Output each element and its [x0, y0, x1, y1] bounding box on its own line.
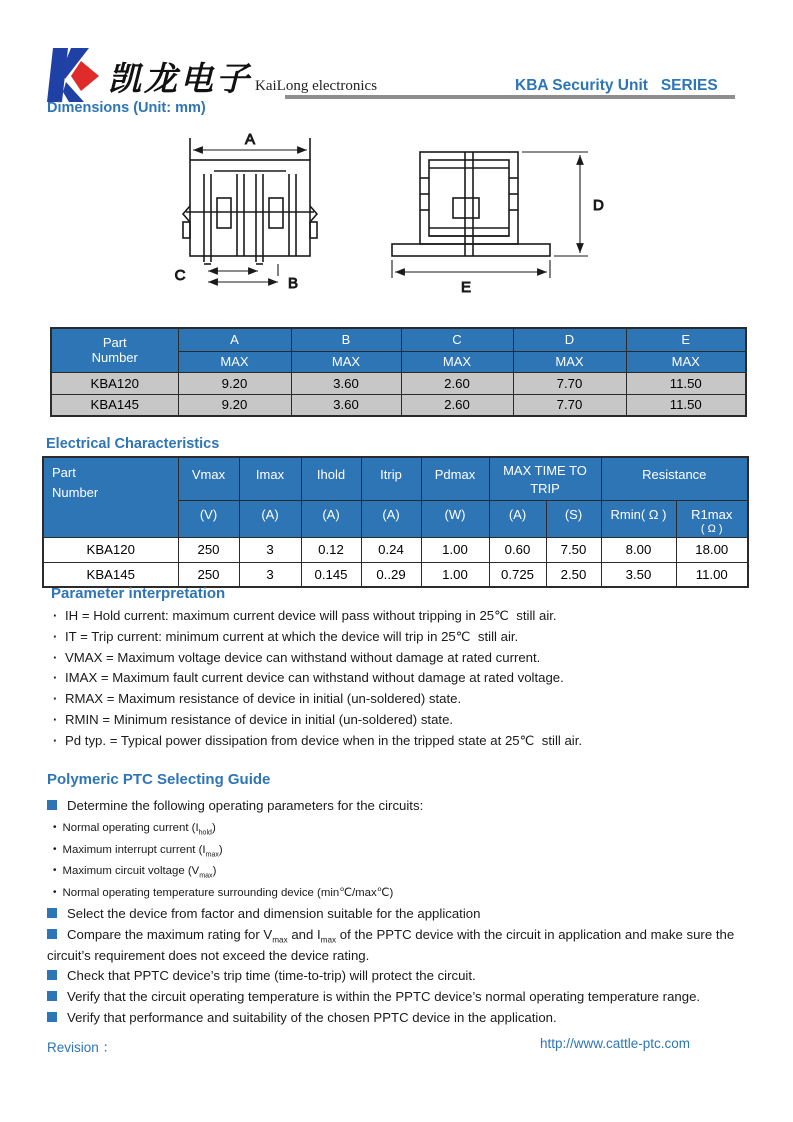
- bullet-icon: [47, 970, 57, 980]
- bullet-icon: [47, 929, 57, 939]
- r1max-line1: R1max: [691, 506, 733, 522]
- parameter-text: IMAX = Maximum fault current device can withstand without damage at rated voltage.: [65, 670, 564, 686]
- bullet-icon: [53, 839, 57, 861]
- table-cell: KBA145: [43, 562, 178, 587]
- table-row: [43, 537, 748, 562]
- guide-text: Maximum interrupt current $(I_{max})$: [62, 843, 223, 858]
- series-title: KBA Security Unit SERIES: [515, 77, 718, 94]
- dim-subheader-max: MAX: [291, 351, 401, 372]
- elec-col-header-vmax: Vmax: [178, 457, 239, 500]
- max-time-line2: TRIP: [530, 481, 560, 496]
- elec-unit-a: (A): [361, 500, 421, 537]
- guide-text: Normal operating current $(I_{hold})$: [62, 821, 216, 837]
- dim-part-header-line2: Number: [91, 350, 138, 366]
- elec-unit-rmin: Rmin( Ω ): [601, 500, 676, 537]
- bullet-icon: [47, 908, 57, 918]
- guide-heading: Polymeric PTC Selecting Guide: [47, 771, 271, 788]
- elec-unit-w: (W): [421, 500, 489, 537]
- table-cell: KBA145: [51, 394, 178, 416]
- guide-text: Maximum circuit voltage $(V_{max})$: [62, 865, 217, 880]
- bullet-icon: [47, 800, 57, 810]
- dim-subheader-max: MAX: [513, 351, 626, 372]
- kailong-logo-icon: [44, 46, 102, 104]
- guide-text: Verify that performance and suitability of the chosen PPTC device in the application.: [67, 1009, 557, 1025]
- table-row: [43, 562, 748, 587]
- parameter-item: [53, 627, 753, 648]
- table-cell: KBA120: [51, 372, 178, 394]
- parameter-text: RMAX = Maximum resistance of device in initial (un-soldered) state.: [65, 691, 462, 707]
- dim-col-header-b: B: [291, 328, 401, 351]
- table-cell: 250: [178, 537, 239, 562]
- dim-col-header-c: C: [401, 328, 513, 351]
- table-cell: 0..29: [361, 562, 421, 587]
- dot-bullet-icon: [53, 710, 65, 731]
- parameter-item: [53, 710, 753, 731]
- website-link[interactable]: http://www.cattle-ptc.com: [540, 1036, 691, 1051]
- parameter-text: RMIN = Minimum resistance of device in initial (un-soldered) state.: [65, 711, 454, 727]
- dim-part-header: [51, 328, 178, 372]
- table-cell: 0.12: [301, 537, 361, 562]
- table-cell: 1.00: [421, 537, 489, 562]
- electrical-heading: Electrical Characteristics: [46, 436, 220, 452]
- guide-item: [47, 796, 761, 817]
- table-cell: 0.60: [489, 537, 546, 562]
- dim-subheader-max: MAX: [401, 351, 513, 372]
- guide-item: [47, 817, 761, 839]
- r1max-line2: ( Ω ): [700, 522, 723, 535]
- elec-col-header-itrip: Itrip: [361, 457, 421, 500]
- dot-bullet-icon: [53, 627, 65, 648]
- guide-text: Determine the following operating parameters for the circuits:: [67, 798, 424, 813]
- dim-label-e: E: [460, 279, 472, 296]
- guide-item: [47, 882, 761, 904]
- bullet-icon: [53, 817, 57, 839]
- table-cell: 3.50: [601, 562, 676, 587]
- parameter-text: VMAX = Maximum voltage device can withstand without damage at rated current.: [65, 649, 541, 665]
- parameter-item: [53, 606, 753, 627]
- dim-col-header-e: E: [626, 328, 746, 351]
- dim-label-a: A: [244, 131, 256, 148]
- guide-text: Verify that the circuit operating temperature is within the PPTC device’s normal operating temperature range.: [67, 989, 701, 1005]
- table-cell: 2.60: [401, 372, 513, 394]
- dim-label-b: B: [288, 275, 299, 292]
- table-cell: 3: [239, 537, 301, 562]
- table-cell: 7.70: [513, 372, 626, 394]
- dim-col-header-d: D: [513, 328, 626, 351]
- bullet-icon: [53, 882, 57, 904]
- dim-label-c: C: [174, 267, 186, 284]
- parameter-item: [53, 731, 753, 752]
- dim-subheader-max: MAX: [178, 351, 291, 372]
- dot-bullet-icon: [53, 689, 65, 710]
- table-cell: 3.60: [291, 394, 401, 416]
- table-cell: 250: [178, 562, 239, 587]
- table-cell: 9.20: [178, 394, 291, 416]
- dimensions-heading: Dimensions (Unit: mm): [47, 100, 206, 116]
- guide-text: Compare the maximum rating for $V_{max}$ and $I_{max}$ of the PPTC device with the circuit in application and make sure the circuit’s requirement does not exceed the device rating.: [47, 926, 735, 963]
- table-cell: 7.70: [513, 394, 626, 416]
- parameter-list: [53, 606, 753, 752]
- table-cell: 2.50: [546, 562, 601, 587]
- guide-item: [47, 839, 761, 861]
- elec-part-header: [43, 457, 178, 537]
- elec-col-header-ihold: Ihold: [301, 457, 361, 500]
- revision-label: Revision ：: [47, 1040, 117, 1055]
- table-cell: 18.00: [676, 537, 748, 562]
- table-cell: 8.00: [601, 537, 676, 562]
- parameter-heading: Parameter interpretation: [51, 585, 226, 602]
- parameter-item: [53, 689, 753, 710]
- dim-part-header-line1: Part: [102, 335, 127, 351]
- table-cell: 9.20: [178, 372, 291, 394]
- brand-chinese-text: 凯龙电子: [108, 59, 252, 98]
- table-cell: 0.725: [489, 562, 546, 587]
- table-cell: 2.60: [401, 394, 513, 416]
- guide-item: [47, 987, 761, 1008]
- table-cell: 1.00: [421, 562, 489, 587]
- parameter-text: Pd typ. = Typical power dissipation from device when in the tripped state at 25℃ still air.: [65, 732, 583, 748]
- parameter-item: [53, 668, 753, 689]
- elec-unit-a: (A): [489, 500, 546, 537]
- dot-bullet-icon: [53, 648, 65, 669]
- elec-col-header-max-time-to-trip: [489, 457, 601, 500]
- dim-col-header-a: A: [178, 328, 291, 351]
- table-cell: 11.50: [626, 394, 746, 416]
- parameter-text: IH = Hold current: maximum current device will pass without tripping in 25℃ still air.: [65, 608, 557, 623]
- guide-item: [47, 1008, 761, 1029]
- table-cell: 7.50: [546, 537, 601, 562]
- dot-bullet-icon: [53, 606, 65, 627]
- bullet-icon: [47, 991, 57, 1001]
- table-cell: KBA120: [43, 537, 178, 562]
- guide-item: [47, 860, 761, 882]
- electrical-table: [42, 456, 749, 588]
- guide-text: Normal operating temperature surrounding device (min℃/max℃): [62, 887, 394, 900]
- table-cell: 3: [239, 562, 301, 587]
- dimensions-table: [50, 327, 747, 417]
- parameter-item: [53, 648, 753, 669]
- guide-text: Select the device from factor and dimension suitable for the application: [67, 905, 481, 921]
- elec-unit-r1max: [676, 500, 748, 537]
- dot-bullet-icon: [53, 731, 65, 752]
- elec-col-header-pdmax: Pdmax: [421, 457, 489, 500]
- table-cell: 0.145: [301, 562, 361, 587]
- table-cell: 3.60: [291, 372, 401, 394]
- dimension-drawing: [150, 130, 630, 322]
- elec-unit-a: (A): [301, 500, 361, 537]
- elec-unit-s: (S): [546, 500, 601, 537]
- guide-item: [47, 925, 761, 967]
- header-divider: [285, 95, 735, 99]
- brand-english-text: KaiLong electronics: [255, 78, 378, 94]
- parameter-text: IT = Trip current: minimum current at which the device will trip in 25℃ still air.: [65, 628, 519, 644]
- table-cell: 11.00: [676, 562, 748, 587]
- dot-bullet-icon: [53, 668, 65, 689]
- elec-part-header-line2: Number: [52, 485, 99, 500]
- elec-unit-a: (A): [239, 500, 301, 537]
- dim-subheader-max: MAX: [626, 351, 746, 372]
- guide-list: [47, 796, 761, 1029]
- table-cell: 11.50: [626, 372, 746, 394]
- guide-item: [47, 966, 761, 987]
- table-cell: 0.24: [361, 537, 421, 562]
- elec-col-header-resistance: Resistance: [601, 457, 748, 500]
- elec-unit-v: (V): [178, 500, 239, 537]
- dim-label-d: D: [593, 197, 604, 214]
- guide-item: [47, 904, 761, 925]
- table-row: [51, 372, 746, 394]
- table-row: [51, 394, 746, 416]
- max-time-line1: MAX TIME TO: [503, 463, 587, 478]
- bullet-icon: [47, 1012, 57, 1022]
- elec-col-header-imax: Imax: [239, 457, 301, 500]
- bullet-icon: [53, 860, 57, 882]
- guide-text: Check that PPTC device’s trip time (time-to-trip) will protect the circuit.: [67, 968, 476, 984]
- elec-part-header-line1: Part: [52, 465, 76, 480]
